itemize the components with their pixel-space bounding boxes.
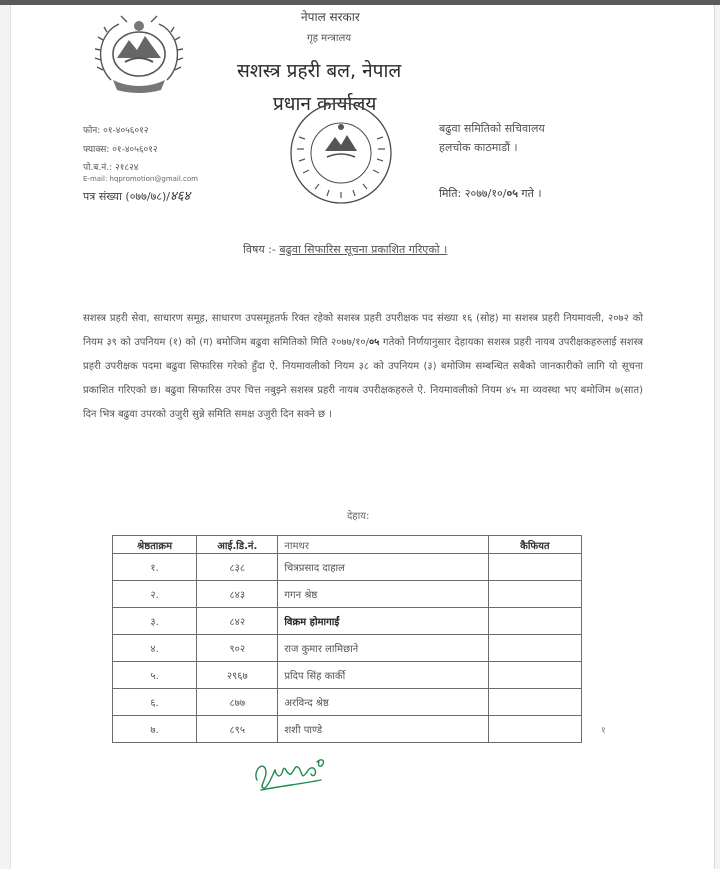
cell-name: गगन श्रेष्ठ [278, 581, 488, 608]
cell-id: ८४२ [197, 608, 278, 635]
cell-rank: २. [113, 581, 197, 608]
header-remarks: कैफियत [488, 536, 581, 554]
body-part-1: सशस्त्र प्रहरी सेवा, साधारण समूह, साधारण उपसमूहतर्फ रिक्त रहेको सशस्त्र प्रहरी उपरीक्षक पद संख्या १६ (सोह) मा सशस्त्र प्रहरी नियमावली, २०७२ को नियम ३९ को उपनियम (१) को (ग) बमोजिम बढुवा समितिको मिति २०७७/१०/ [83, 313, 643, 348]
reference-handwritten-number: ४६४ [170, 189, 191, 204]
office-title: प्रधान कार्यालय [273, 93, 377, 115]
subject-text: बढुवा सिफारिस सूचना प्रकाशित गरिएको । [279, 243, 448, 256]
cell-id: ८७७ [197, 689, 278, 716]
cell-rank: ५. [113, 662, 197, 689]
body-part-2: गतेको निर्णयानुसार देहायका सशस्त्र प्रहरी नायब उपरीक्षकहरुलाई सशस्त्र प्रहरी उपरीक्षक पदमा बढुवा सिफारिस गरेको हुँदा ऐ. नियमावलीको नियम ३८ को उपनियम (३) बमोजिम सम्बन्धित सबैको जानकारीको लागि यो सूचना प्रकाशित गरिएको छ। बढुवा सिफारिस उपर चित्त नबुझ्ने सशस्त्र प्रहरी नायब उपरीक्षकहरुले ऐ. नियमावलीको नियम ४५ मा व्यवस्था भए बमोजिम ७(सात) दिन भित्र बढुवा उपरको उजुरी सुन्ने समिति समक्ष उजुरी दिन सक्ने छ । [83, 337, 643, 420]
body-date-bold: ०५ [368, 337, 380, 348]
cell-remarks [488, 689, 581, 716]
cell-remarks [488, 608, 581, 635]
secretariat-address: हलचोक काठमाडौं । [439, 141, 518, 154]
cell-rank: ३. [113, 608, 197, 635]
cell-remarks [488, 581, 581, 608]
header-name: नामथर [278, 536, 488, 554]
cell-id: ८३८ [197, 554, 278, 581]
notice-body [83, 307, 643, 427]
cell-name: राज कुमार लामिछाने [278, 635, 488, 662]
cell-remarks [488, 554, 581, 581]
subject-label: विषय :- [243, 243, 276, 256]
cell-rank: ७. [113, 716, 197, 743]
date-suffix: गते । [517, 187, 542, 200]
cell-rank: ४. [113, 635, 197, 662]
table-row [113, 689, 582, 716]
cell-remarks [488, 635, 581, 662]
cell-name: चित्रप्रसाद दाहाल [278, 554, 488, 581]
secretariat-name: बढुवा समितिको सचिवालय [439, 122, 545, 135]
cell-name [278, 608, 488, 635]
ministry-name: गृह मन्त्रालय [307, 33, 352, 44]
cell-remarks [488, 716, 581, 743]
email-line: E-mail: hqpromotion@gmail.com [83, 175, 198, 183]
cell-name: शशी पाण्डे [278, 716, 488, 743]
annex-label: देहाय: [347, 511, 370, 522]
pobox-line: पो.ब.नं.: २१८२४ [83, 163, 139, 173]
reference-number [83, 186, 190, 204]
date-day: ०५ [506, 187, 518, 200]
letter-date [439, 186, 542, 201]
table-row [113, 662, 582, 689]
table-header-row [113, 536, 582, 554]
margin-mark: १ [601, 726, 606, 736]
cell-name: अरविन्द श्रेष्ठ [278, 689, 488, 716]
table-row [113, 581, 582, 608]
cell-id: ९०२ [197, 635, 278, 662]
cell-rank: ६. [113, 689, 197, 716]
organization-title: सशस्त्र प्रहरी बल, नेपाल [237, 60, 402, 82]
table-row [113, 635, 582, 662]
official-stamp-icon [281, 97, 401, 209]
header-id: आई.डि.नं. [197, 536, 278, 554]
fax-line: फ्याक्स: ०१-४०५६०१२ [83, 145, 158, 155]
government-name: नेपाल सरकार [301, 10, 360, 24]
cell-remarks [488, 662, 581, 689]
cell-name: प्रदिप सिंह कार्की [278, 662, 488, 689]
cell-rank: १. [113, 554, 197, 581]
subject-line [243, 242, 447, 257]
reference-label: पत्र संख्या (०७७/७८)/ [83, 190, 171, 203]
table-row [113, 554, 582, 581]
signature-icon [251, 750, 331, 792]
nepal-emblem-icon [89, 10, 189, 98]
header-rank: श्रेष्ठताक्रम [113, 536, 197, 554]
date-label: मिति: २०७७/१०/ [439, 187, 507, 200]
document-page [10, 5, 715, 869]
cell-name-text: विक्रम होमागाईं [284, 617, 340, 628]
table-row [113, 608, 582, 635]
phone-line: फोन: ०१-४०५६०१२ [83, 126, 149, 136]
table-row [113, 716, 582, 743]
cell-id: २९६७ [197, 662, 278, 689]
cell-id: ८४३ [197, 581, 278, 608]
cell-id: ८९५ [197, 716, 278, 743]
promotion-table [112, 535, 582, 743]
